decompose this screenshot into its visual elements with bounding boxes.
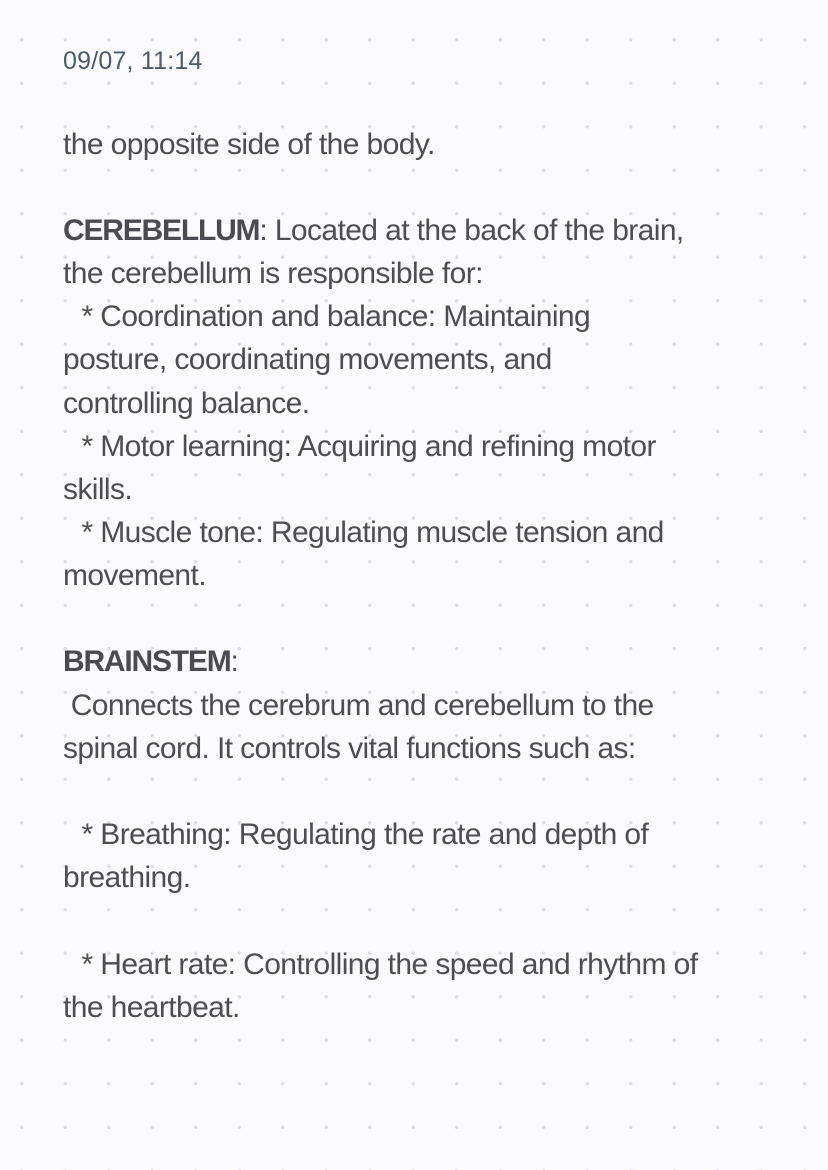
note-line bbox=[63, 642, 238, 682]
note-line: controlling balance. bbox=[63, 387, 310, 420]
note-line-text: : Located at the back of the brain, bbox=[259, 214, 684, 247]
note-line: the heartbeat. bbox=[63, 991, 240, 1024]
note-line: breathing. bbox=[63, 861, 191, 894]
note-line: movement. bbox=[63, 559, 206, 592]
bullet-heart-rate: * Heart rate: Controlling the speed and rhythm of bbox=[66, 948, 698, 981]
note-line: Connects the cerebrum and cerebellum to the bbox=[63, 689, 654, 722]
note-line: posture, coordinating movements, and bbox=[63, 343, 552, 376]
note-timestamp: 09/07, 11:14 bbox=[63, 47, 203, 75]
note-line: the cerebellum is responsible for: bbox=[63, 257, 483, 290]
bullet-coordination: * Coordination and balance: Maintaining bbox=[66, 300, 591, 333]
section-heading-brainstem: BRAINSTEM bbox=[63, 645, 231, 678]
bullet-muscle-tone: * Muscle tone: Regulating muscle tension and bbox=[66, 516, 664, 549]
note-line bbox=[63, 211, 684, 251]
bullet-motor-learning: * Motor learning: Acquiring and refining motor bbox=[66, 430, 656, 463]
note-line: skills. bbox=[63, 473, 133, 506]
note-line-text: : bbox=[230, 645, 239, 678]
bullet-breathing: * Breathing: Regulating the rate and depth of bbox=[66, 818, 649, 851]
section-heading-cerebellum: CEREBELLUM bbox=[63, 214, 260, 247]
note-line: spinal cord. It controls vital functions such as: bbox=[63, 732, 636, 765]
note-line: the opposite side of the body. bbox=[63, 128, 435, 161]
